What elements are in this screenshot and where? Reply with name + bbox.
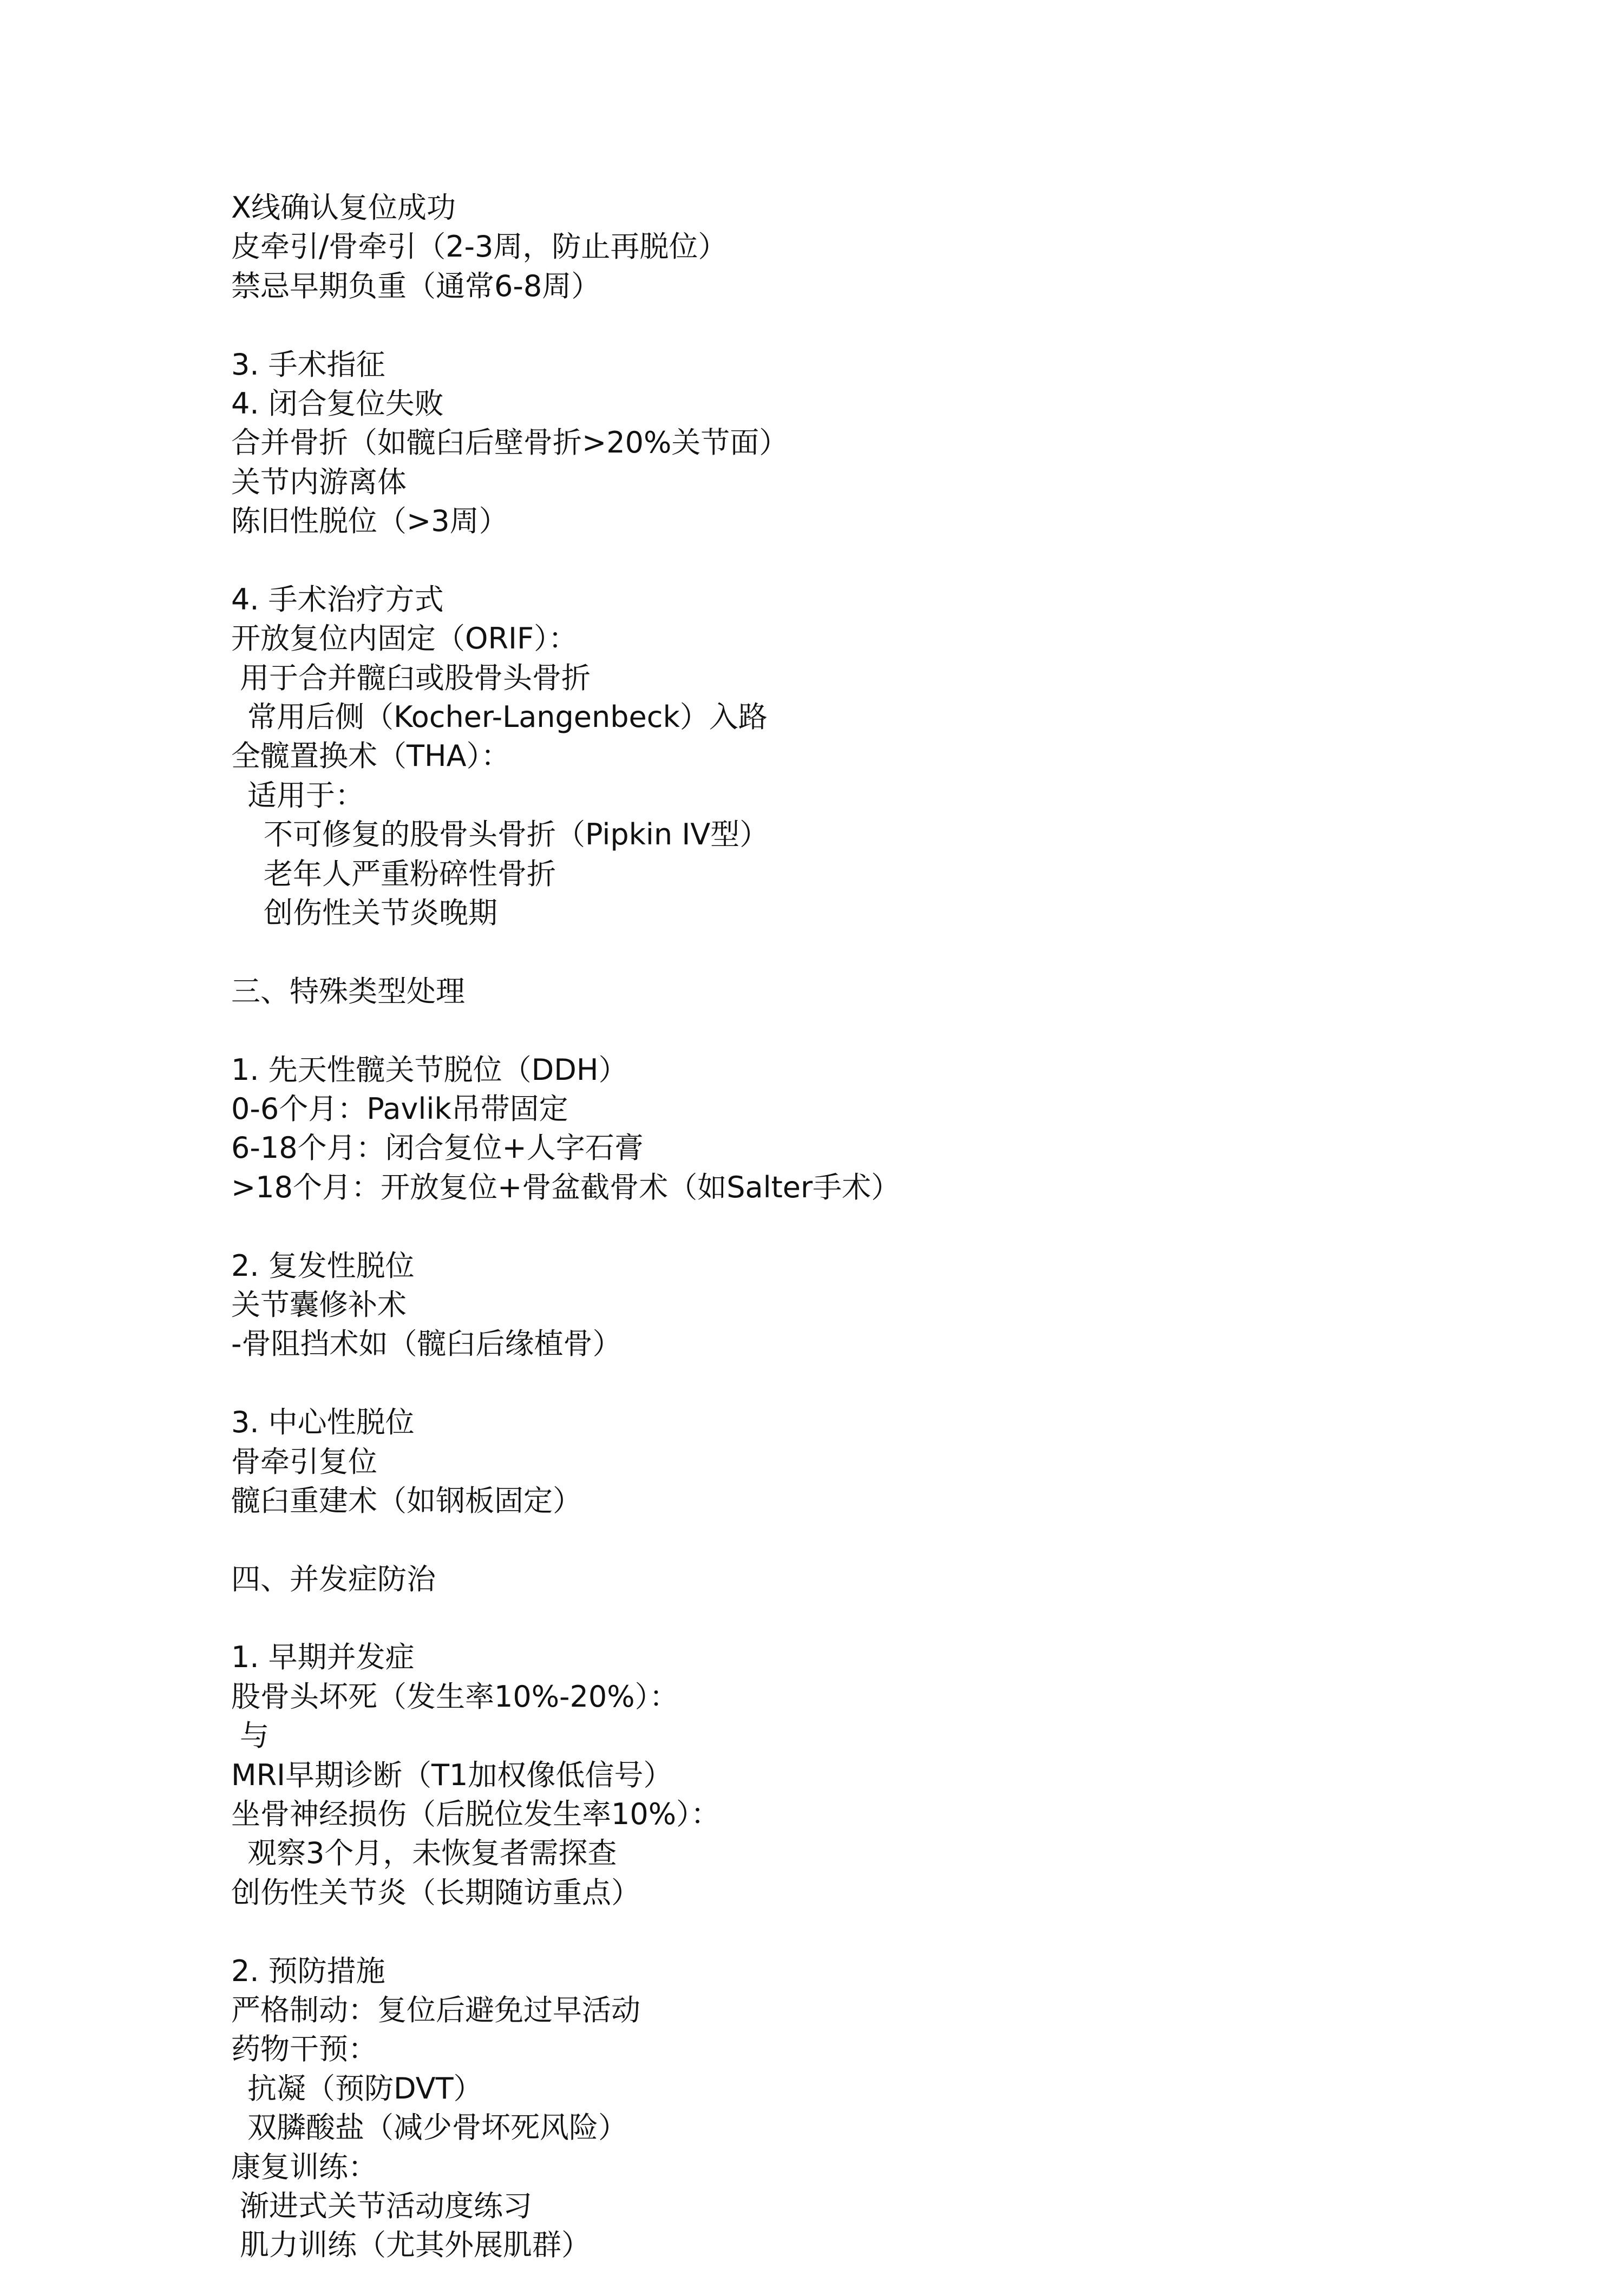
- text-line: 全髋置换术（THA）：: [231, 739, 510, 773]
- text-line: 0-6个月：Pavlik吊带固定: [231, 1091, 568, 1126]
- text-line: 合并骨折（如髋臼后壁骨折>20%关节面）: [231, 425, 789, 460]
- document-body: [231, 188, 1530, 2265]
- text-line: 适用于：: [247, 778, 364, 812]
- section-heading: 4. 手术治疗方式: [231, 582, 444, 617]
- text-line: 开放复位内固定（ORIF）：: [231, 621, 578, 656]
- text-line: >18个月：开放复位+骨盆截骨术（如Salter手术）: [231, 1170, 901, 1204]
- text-line: 老年人严重粉碎性骨折: [264, 856, 556, 891]
- text-line: 康复训练：: [231, 2149, 377, 2184]
- text-line: 渐进式关节活动度练习: [240, 2188, 532, 2223]
- text-line: 关节内游离体: [231, 464, 407, 499]
- text-line: MRI早期诊断（T1加权像低信号）: [231, 1758, 673, 1792]
- text-line: 髋臼重建术（如钢板固定）: [231, 1483, 582, 1518]
- text-line: 常用后侧（Kocher-Langenbeck）入路: [247, 700, 768, 735]
- text-line: X线确认复位成功: [231, 191, 456, 225]
- blank-line: [231, 1364, 1530, 1403]
- text-line: 与: [240, 1719, 269, 1753]
- section-heading: 3. 中心性脱位: [231, 1405, 415, 1440]
- text-line: 创伤性关节炎晚期: [264, 896, 497, 930]
- blank-line: [231, 1599, 1530, 1638]
- blank-line: [231, 1207, 1530, 1246]
- section-heading: 1. 先天性髋关节脱位（DDH）: [231, 1052, 628, 1087]
- text-line: 观察3个月，未恢复者需探查: [247, 1836, 617, 1871]
- blank-line: [231, 306, 1530, 345]
- section-heading: 3. 手术指征: [231, 347, 385, 382]
- text-line: 不可修复的股骨头骨折（Pipkin IV型）: [264, 817, 769, 852]
- blank-line: [231, 933, 1530, 972]
- text-line: 关节囊修补术: [231, 1287, 407, 1322]
- text-line: 股骨头坏死（发生率10%-20%）：: [231, 1679, 679, 1714]
- section-heading: 1. 早期并发症: [231, 1640, 415, 1675]
- section-heading: 2. 预防措施: [231, 1953, 385, 1988]
- text-line: 骨牵引复位: [231, 1444, 377, 1479]
- text-line: -骨阻挡术如（髋臼后缘植骨）: [231, 1327, 622, 1361]
- text-line: 用于合并髋臼或股骨头骨折: [240, 660, 591, 695]
- text-line: 陈旧性脱位（>3周）: [231, 504, 508, 539]
- blank-line: [231, 1912, 1530, 1951]
- text-line: 严格制动：复位后避免过早活动: [231, 1992, 640, 2027]
- text-line: 皮牵引/骨牵引（2-3周，防止再脱位）: [231, 230, 728, 264]
- section-heading: 2. 复发性脱位: [231, 1248, 415, 1283]
- blank-line: [231, 1520, 1530, 1559]
- text-line: 抗凝（预防DVT）: [247, 2071, 483, 2106]
- chapter-heading: 四、并发症防治: [231, 1562, 436, 1596]
- blank-line: [231, 541, 1530, 580]
- text-line: 药物干预：: [231, 2032, 377, 2067]
- text-line: 创伤性关节炎（长期随访重点）: [231, 1875, 640, 1910]
- text-line: 6-18个月：闭合复位+人字石膏: [231, 1131, 644, 1165]
- text-line: 4. 闭合复位失败: [231, 386, 444, 421]
- blank-line: [231, 1011, 1530, 1050]
- text-line: 肌力训练（尤其外展肌群）: [240, 2228, 591, 2263]
- chapter-heading: 三、特殊类型处理: [231, 974, 465, 1008]
- text-line: 双膦酸盐（减少骨坏死风险）: [247, 2110, 627, 2145]
- text-line: 坐骨神经损伤（后脱位发生率10%）：: [231, 1797, 721, 1832]
- text-line: 禁忌早期负重（通常6-8周）: [231, 268, 601, 303]
